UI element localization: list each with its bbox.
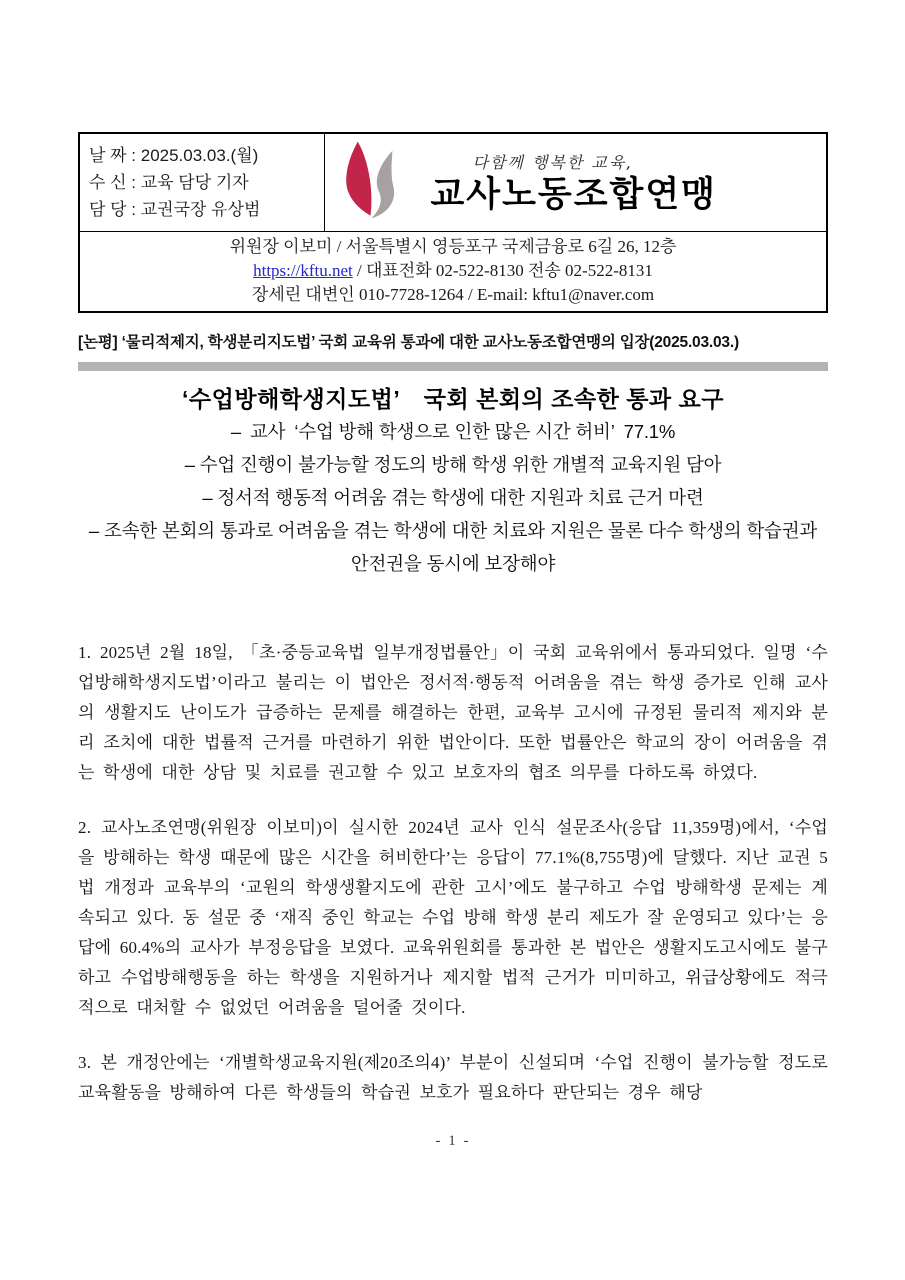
- logo-slogan: 다함께 행복한 교육,: [472, 153, 634, 172]
- logo-wrap: [339, 138, 817, 227]
- meta-recipient-line: 수 신 : 교육 담당 기자: [89, 173, 249, 192]
- divider-bar: [78, 362, 828, 371]
- phone-fax-text: / 대표전화 02-522-8130 전송 02-522-8131: [352, 261, 653, 280]
- paragraph-1: 1. 2025년 2월 18일, 「초·중등교육법 일부개정법률안」이 국회 교육위에서 통과되었다. 일명 ‘수업방해학생지도법’이라고 불리는 이 법안은 정서적·행동적 어려움을 겪는 학생 증가로 인해 교사의 생활지도 난이도가 급증하는 문제를 해결하는 한편, 교육부 고시에 규정된 물리적 제지와 분리 조치에 대한 법률적 근거를 마련하기 위한 법안이다. 또한 법률안은 학교의 장이 어려움을 겪는 학생에 대한 상담 및 치료를 권고할 수 있고 보호자의 협조 의무를 다하도록 하였다.: [78, 643, 828, 782]
- header-table: [78, 132, 828, 313]
- title-bullet-1: – 교사 ‘수업 방해 학생으로 인한 많은 시간 허비’ 77.1%: [230, 421, 676, 442]
- paragraph-3: 3. 본 개정안에는 ‘개별학생교육지원(제20조의4)’ 부분이 신설되며 ‘수업 진행이 불가능할 정도로 교육활동을 방해하여 다른 학생들의 학습권 보호가 필요하다 판단되는 경우 해당: [78, 1053, 828, 1102]
- page-number: - 1 -: [435, 1133, 471, 1149]
- contact-line-address: 위원장 이보미 / 서울특별시 영등포구 국제금융로 6길 26, 12층: [229, 237, 677, 256]
- website-link[interactable]: https://kftu.net: [253, 261, 353, 280]
- subject-line: [논평] ‘물리적제지, 학생분리지도법’ 국회 교육위 통과에 대한 교사노동조합연맹의 입장(2025.03.03.): [78, 334, 739, 351]
- title-block: [78, 383, 828, 580]
- meta-date-line: 날 짜 : 2025.03.03.(월): [89, 146, 259, 165]
- press-release-title: ‘수업방해학생지도법’ 국회 본회의 조속한 통과 요구: [182, 386, 724, 412]
- title-bullet-4: – 조속한 본회의 통과로 어려움을 겪는 학생에 대한 치료와 지원은 물론 다수 학생의 학습권과 안전권을 동시에 보장해야: [88, 520, 818, 574]
- meta-contact-line: 담 당 : 교권국장 유상범: [89, 200, 261, 219]
- contact-cell: [79, 232, 827, 313]
- org-name: 교사노동조합연맹: [430, 175, 717, 214]
- contact-line-email: 장세린 대변인 010-7728-1264 / E-mail: kftu1@naver.com: [251, 285, 655, 304]
- logo-cell: [324, 133, 827, 232]
- kftu-leaf-logo-icon: [339, 138, 413, 227]
- paragraph-2: 2. 교사노조연맹(위원장 이보미)이 실시한 2024년 교사 인식 설문조사(응답 11,359명)에서, ‘수업을 방해하는 학생 때문에 많은 시간을 허비한다’는 응답이 77.1%(8,755명)에 달했다. 지난 교권 5법 개정과 교육부의 ‘교원의 학생생활지도에 관한 고시’에도 불구하고 수업 방해학생 문제는 계속되고 있다. 동 설문 중 ‘재직 중인 학교는 수업 방해 학생 분리 제도가 잘 운영되고 있다’는 응답에 60.4%의 교사가 부정응답을 보였다. 교육위원회를 통과한 본 법안은 생활지도고시에도 불구하고 수업방해행동을 하는 학생을 지원하거나 제지할 법적 근거가 미미하고, 위급상황에도 적극적으로 대처할 수 없었던 어려움을 덜어줄 것이다.: [78, 818, 828, 1017]
- logo-text: [431, 150, 717, 215]
- title-bullet-3: – 정서적 행동적 어려움 겪는 학생에 대한 지원과 치료 근거 마련: [202, 487, 704, 508]
- title-bullet-2: – 수업 진행이 불가능할 정도의 방해 학생 위한 개별적 교육지원 담아: [184, 454, 722, 475]
- contact-line-phone: [80, 259, 826, 283]
- body-text: [78, 638, 828, 1108]
- meta-cell: [79, 133, 324, 232]
